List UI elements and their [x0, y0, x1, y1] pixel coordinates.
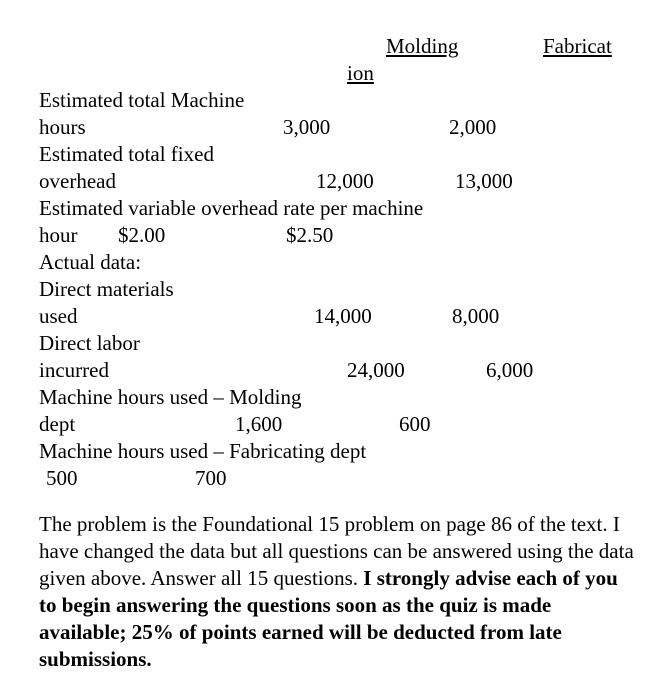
actual-data-heading: Actual data:: [39, 250, 142, 274]
est-machine-hours-label-1: Estimated total Machine: [39, 88, 245, 112]
instructions-normal-text: The problem is the Foundational 15 problem on page 86 of the text. I have changed the data but all questions can be answered using the data given above. Answer all 15 questions.: [39, 512, 634, 590]
mh-molding-label-2: dept: [39, 412, 76, 436]
direct-materials-label-2: used: [39, 304, 78, 328]
mh-fabricating-molding: 500: [46, 466, 78, 490]
est-variable-rate-label-1: Estimated variable overhead rate per machine: [39, 196, 424, 220]
fabrication-column-header: Fabricat: [543, 34, 612, 58]
mh-fabricating-fabrication: 700: [195, 466, 227, 490]
est-machine-hours-fabrication: 2,000: [449, 115, 497, 139]
direct-materials-fabrication: 8,000: [452, 304, 500, 328]
mh-molding-label-1: Machine hours used – Molding: [39, 385, 302, 409]
est-variable-rate-fabrication: $2.50: [286, 223, 334, 247]
est-machine-hours-label-2: hours: [39, 115, 86, 139]
instructions-bold-text: I strongly advise each of you to begin answering the questions soon as the quiz is made available; 25% of points earned will be deducted from late submissions.: [39, 566, 618, 671]
fabrication-column-header-wrap: ion: [347, 61, 374, 85]
direct-materials-label-1: Direct materials: [39, 277, 174, 301]
est-variable-rate-molding: $2.00: [118, 223, 166, 247]
instructions-paragraph: [39, 511, 639, 673]
molding-column-header: Molding: [386, 34, 459, 58]
est-fixed-overhead-label-2: overhead: [39, 169, 116, 193]
mh-molding-molding: 1,600: [235, 412, 283, 436]
direct-materials-molding: 14,000: [314, 304, 372, 328]
mh-fabricating-label-1: Machine hours used – Fabricating dept: [39, 439, 367, 463]
direct-labor-label-1: Direct labor: [39, 331, 140, 355]
mh-molding-fabrication: 600: [399, 412, 431, 436]
direct-labor-label-2: incurred: [39, 358, 109, 382]
est-fixed-overhead-fabrication: 13,000: [455, 169, 513, 193]
est-fixed-overhead-molding: 12,000: [316, 169, 374, 193]
direct-labor-molding: 24,000: [347, 358, 405, 382]
est-fixed-overhead-label-1: Estimated total fixed: [39, 142, 214, 166]
est-variable-rate-label-2: hour: [39, 223, 78, 247]
est-machine-hours-molding: 3,000: [283, 115, 331, 139]
direct-labor-fabrication: 6,000: [486, 358, 534, 382]
